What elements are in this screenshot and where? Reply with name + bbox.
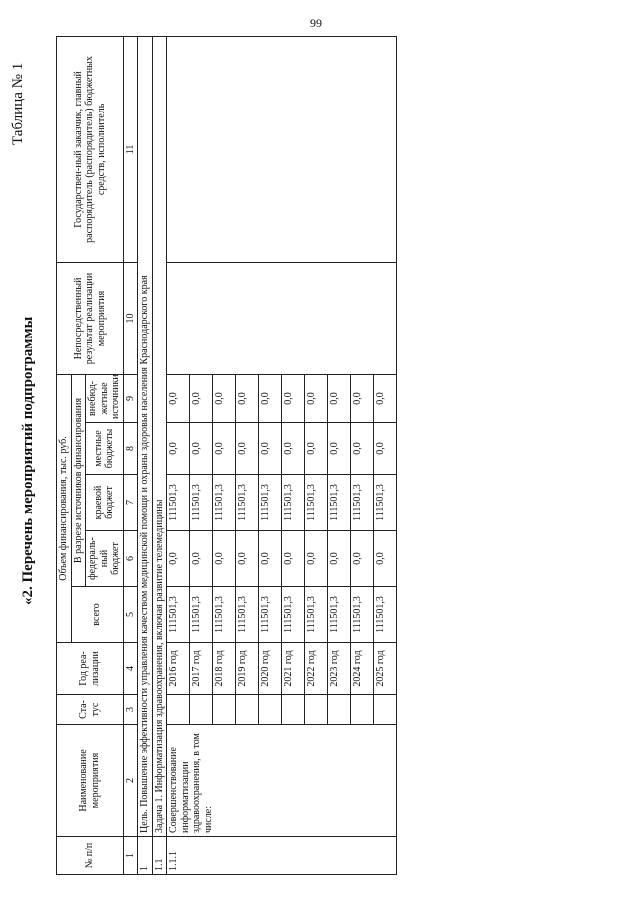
- header-year: Год реа-лизации: [57, 643, 124, 695]
- goal-text: Цель. Повышение эффективности управления качеством медицинской помощи и охраны здоровья населения Краснодарского края: [138, 36, 153, 836]
- extra-cell: 0,0: [374, 374, 397, 422]
- task-num: 1.1: [152, 837, 167, 875]
- status-cell: [328, 695, 351, 725]
- header-volume: Объем финансирования, тыс. руб.: [57, 374, 72, 642]
- year-cell: 2016 год: [167, 643, 190, 695]
- federal-cell: 0,0: [213, 531, 236, 587]
- regional-cell: 111501,3: [305, 475, 328, 531]
- page-number: 99: [310, 16, 322, 30]
- year-cell: 2022 год: [305, 643, 328, 695]
- federal-cell: 0,0: [190, 531, 213, 587]
- status-cell: [167, 695, 190, 725]
- extra-cell: 0,0: [236, 374, 259, 422]
- status-cell: [305, 695, 328, 725]
- federal-cell: 0,0: [328, 531, 351, 587]
- table-row: [167, 36, 190, 874]
- year-cell: 2025 год: [374, 643, 397, 695]
- status-cell: [259, 695, 282, 725]
- local-cell: 0,0: [213, 423, 236, 475]
- total-cell: 111501,3: [190, 587, 213, 643]
- local-cell: 0,0: [190, 423, 213, 475]
- header-total: всего: [71, 587, 123, 643]
- federal-cell: 0,0: [167, 531, 190, 587]
- header-federal: федераль-ный бюджет: [86, 531, 124, 587]
- col-num: 3: [123, 695, 138, 725]
- goal-row: [138, 36, 153, 874]
- federal-cell: 0,0: [374, 531, 397, 587]
- total-cell: 111501,3: [167, 587, 190, 643]
- year-cell: 2018 год: [213, 643, 236, 695]
- col-num: 5: [123, 587, 138, 643]
- extra-cell: 0,0: [305, 374, 328, 422]
- extra-cell: 0,0: [213, 374, 236, 422]
- local-cell: 0,0: [374, 423, 397, 475]
- col-num: 9: [123, 374, 138, 422]
- year-cell: 2024 год: [351, 643, 374, 695]
- task-text: Задача 1. Информатизация здравоохранения, включая развитие телемедицины: [152, 36, 167, 836]
- header-name: Наименование мероприятия: [57, 725, 124, 837]
- total-cell: 111501,3: [259, 587, 282, 643]
- local-cell: 0,0: [259, 423, 282, 475]
- measures-table: [56, 36, 397, 875]
- col-num: 11: [123, 36, 138, 262]
- header-customer: Государствен-ный заказчик, главный распорядитель (распорядитель) бюджетных средств, исполнитель: [57, 36, 124, 262]
- table-label: Таблица № 1: [10, 62, 26, 145]
- year-cell: 2021 год: [282, 643, 305, 695]
- header-local: местные бюджеты: [86, 423, 124, 475]
- col-num: 10: [123, 262, 138, 374]
- year-cell: 2023 год: [328, 643, 351, 695]
- result-cell: [167, 262, 397, 374]
- local-cell: 0,0: [167, 423, 190, 475]
- regional-cell: 111501,3: [213, 475, 236, 531]
- local-cell: 0,0: [282, 423, 305, 475]
- federal-cell: 0,0: [282, 531, 305, 587]
- col-num: 7: [123, 475, 138, 531]
- col-num: 8: [123, 423, 138, 475]
- total-cell: 111501,3: [374, 587, 397, 643]
- local-cell: 0,0: [236, 423, 259, 475]
- task-row: [152, 36, 167, 874]
- federal-cell: 0,0: [351, 531, 374, 587]
- regional-cell: 111501,3: [282, 475, 305, 531]
- regional-cell: 111501,3: [328, 475, 351, 531]
- regional-cell: 111501,3: [190, 475, 213, 531]
- goal-num: 1: [138, 837, 153, 875]
- federal-cell: 0,0: [236, 531, 259, 587]
- header-result: Непосредственный результат реализации мероприятия: [57, 262, 124, 374]
- total-cell: 111501,3: [213, 587, 236, 643]
- rotated-page: [10, 25, 635, 885]
- item-num: 1.1.1: [167, 837, 397, 875]
- federal-cell: 0,0: [259, 531, 282, 587]
- extra-cell: 0,0: [282, 374, 305, 422]
- customer-cell: [167, 36, 397, 262]
- local-cell: 0,0: [328, 423, 351, 475]
- col-num: 2: [123, 725, 138, 837]
- col-num: 4: [123, 643, 138, 695]
- year-cell: 2020 год: [259, 643, 282, 695]
- regional-cell: 111501,3: [259, 475, 282, 531]
- regional-cell: 111501,3: [167, 475, 190, 531]
- col-num: 1: [123, 837, 138, 875]
- status-cell: [213, 695, 236, 725]
- extra-cell: 0,0: [259, 374, 282, 422]
- status-cell: [190, 695, 213, 725]
- total-cell: 111501,3: [282, 587, 305, 643]
- local-cell: 0,0: [305, 423, 328, 475]
- extra-cell: 0,0: [190, 374, 213, 422]
- year-cell: 2017 год: [190, 643, 213, 695]
- column-numbers-row: [123, 36, 138, 874]
- total-cell: 111501,3: [305, 587, 328, 643]
- regional-cell: 111501,3: [374, 475, 397, 531]
- header-extrabudget: внебюд-жетные источники: [86, 374, 124, 422]
- header-num: № п/п: [57, 837, 124, 875]
- total-cell: 111501,3: [351, 587, 374, 643]
- year-cell: 2019 год: [236, 643, 259, 695]
- extra-cell: 0,0: [167, 374, 190, 422]
- header-breakdown: В разрезе источников финансирования: [71, 374, 86, 586]
- total-cell: 111501,3: [236, 587, 259, 643]
- extra-cell: 0,0: [328, 374, 351, 422]
- status-cell: [282, 695, 305, 725]
- section-title: «2. Перечень мероприятий подпрограммы: [20, 316, 36, 605]
- status-cell: [236, 695, 259, 725]
- status-cell: [374, 695, 397, 725]
- federal-cell: 0,0: [305, 531, 328, 587]
- regional-cell: 111501,3: [236, 475, 259, 531]
- regional-cell: 111501,3: [351, 475, 374, 531]
- header-regional: краевой бюджет: [86, 475, 124, 531]
- status-cell: [351, 695, 374, 725]
- item-name: Совершенствование информатизации здравоохранения, в том числе:: [167, 725, 397, 837]
- extra-cell: 0,0: [351, 374, 374, 422]
- header-status: Ста-тус: [57, 695, 124, 725]
- local-cell: 0,0: [351, 423, 374, 475]
- total-cell: 111501,3: [328, 587, 351, 643]
- col-num: 6: [123, 531, 138, 587]
